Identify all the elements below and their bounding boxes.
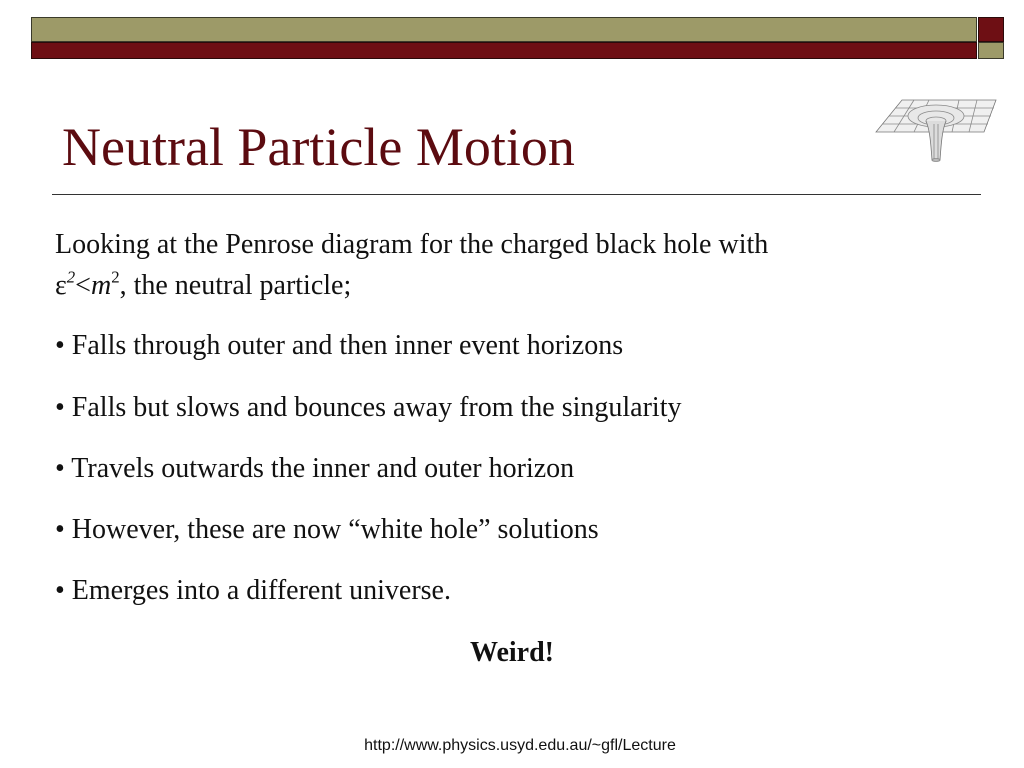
header-square-olive xyxy=(978,42,1004,59)
m-exponent: 2 xyxy=(111,267,120,287)
intro-line1: Looking at the Penrose diagram for the charged black hole with xyxy=(55,229,769,260)
title-divider xyxy=(52,194,981,195)
epsilon-exponent: 2 xyxy=(66,267,76,287)
bullet-item: • Falls through outer and then inner event horizons xyxy=(55,330,624,361)
header-bar-maroon xyxy=(31,42,977,59)
exclamation-text: Weird! xyxy=(470,637,554,668)
header-bar-olive xyxy=(31,17,977,42)
bullet-item: • However, these are now “white hole” solutions xyxy=(55,514,599,545)
bullet-item: • Falls but slows and bounces away from the singularity xyxy=(55,392,682,423)
spacetime-funnel-icon xyxy=(874,96,998,166)
intro-rest: , the neutral particle; xyxy=(119,270,352,301)
header-square-maroon xyxy=(978,17,1004,42)
bullet-item: • Travels outwards the inner and outer horizon xyxy=(55,453,575,484)
footer-url: http://www.physics.usyd.edu.au/~gfl/Lecture xyxy=(364,737,676,754)
less-than: < xyxy=(75,270,91,301)
m-symbol: m xyxy=(90,270,112,301)
bullet-item: • Emerges into a different universe. xyxy=(55,575,451,606)
epsilon-symbol: ε xyxy=(55,270,67,301)
slide-title: Neutral Particle Motion xyxy=(62,117,575,177)
intro-paragraph xyxy=(55,224,768,306)
